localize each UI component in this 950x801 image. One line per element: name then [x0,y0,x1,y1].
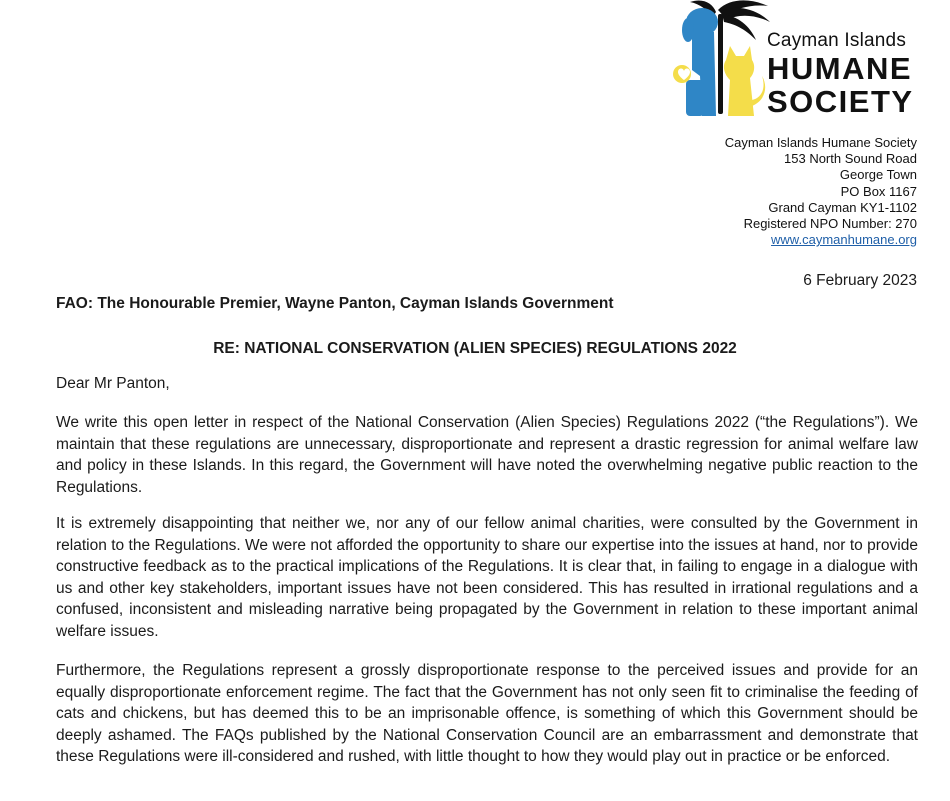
address-po-box: PO Box 1167 [840,183,917,199]
paragraph: Furthermore, the Regulations represent a grossly disproportionate response to the perceived issues and provide for an equally disproportionate enforcement regime. The fact that the Government has not only seen fit to criminalise the feeding of cats and chickens, but has deemed this to be an imprisonable offence, is something of which this Government should be deeply ashamed. The FAQs published by the National Conservation Council are an embarrassment and demonstrate that these Regulations were ill-considered and rushed, with little thought to how they would play out in practice or be enforced. [56,662,918,766]
logo-line-cayman-islands: Cayman Islands [767,30,907,51]
paragraph: We write this open letter in respect of the National Conservation (Alien Species) Regulations 2022 (“the Regulations”). We maintain that these regulations are unnecessary, disproportionate and represent a drastic regression for animal welfare law and policy in these Islands. In this regard, the Government will have noted the overwhelming negative public reaction to the Regulations. [56,414,918,496]
dog-cat-palm-icon [672,0,772,120]
logo-wordmark [767,30,927,118]
address-npo-number: Registered NPO Number: 270 [743,216,917,232]
address-town: George Town [839,167,917,183]
humane-society-logo [672,0,932,122]
salutation: Dear Mr Panton, [56,375,170,392]
sender-address [725,135,917,248]
logo-line-society: SOCIETY [767,84,914,119]
address-street: 153 North Sound Road [784,151,917,167]
website-link[interactable]: www.caymanhumane.org [771,232,917,248]
letter-date: 6 February 2023 [803,272,917,289]
fao-line: FAO: The Honourable Premier, Wayne Panton, Cayman Islands Government [56,295,614,312]
subject-line: RE: NATIONAL CONSERVATION (ALIEN SPECIES) REGULATIONS 2022 [213,340,737,357]
address-name: Cayman Islands Humane Society [724,135,917,150]
address-postcode: Grand Cayman KY1-1102 [768,199,917,215]
logo-line-humane: HUMANE [767,51,913,86]
paragraph: It is extremely disappointing that neither we, nor any of our fellow animal charities, were consulted by the Government in relation to the Regulations. We were not afforded the opportunity to share our expertise into the issues at hand, nor to provide constructive feedback as to the practical implications of the Regulations. It is clear that, in failing to engage in a dialogue with us and other key stakeholders, important issues have not been considered. This has resulted in irrational regulations and a confused, inconsistent and misleading narrative being propagated by the Government in relation to these important animal welfare issues. [56,515,918,640]
